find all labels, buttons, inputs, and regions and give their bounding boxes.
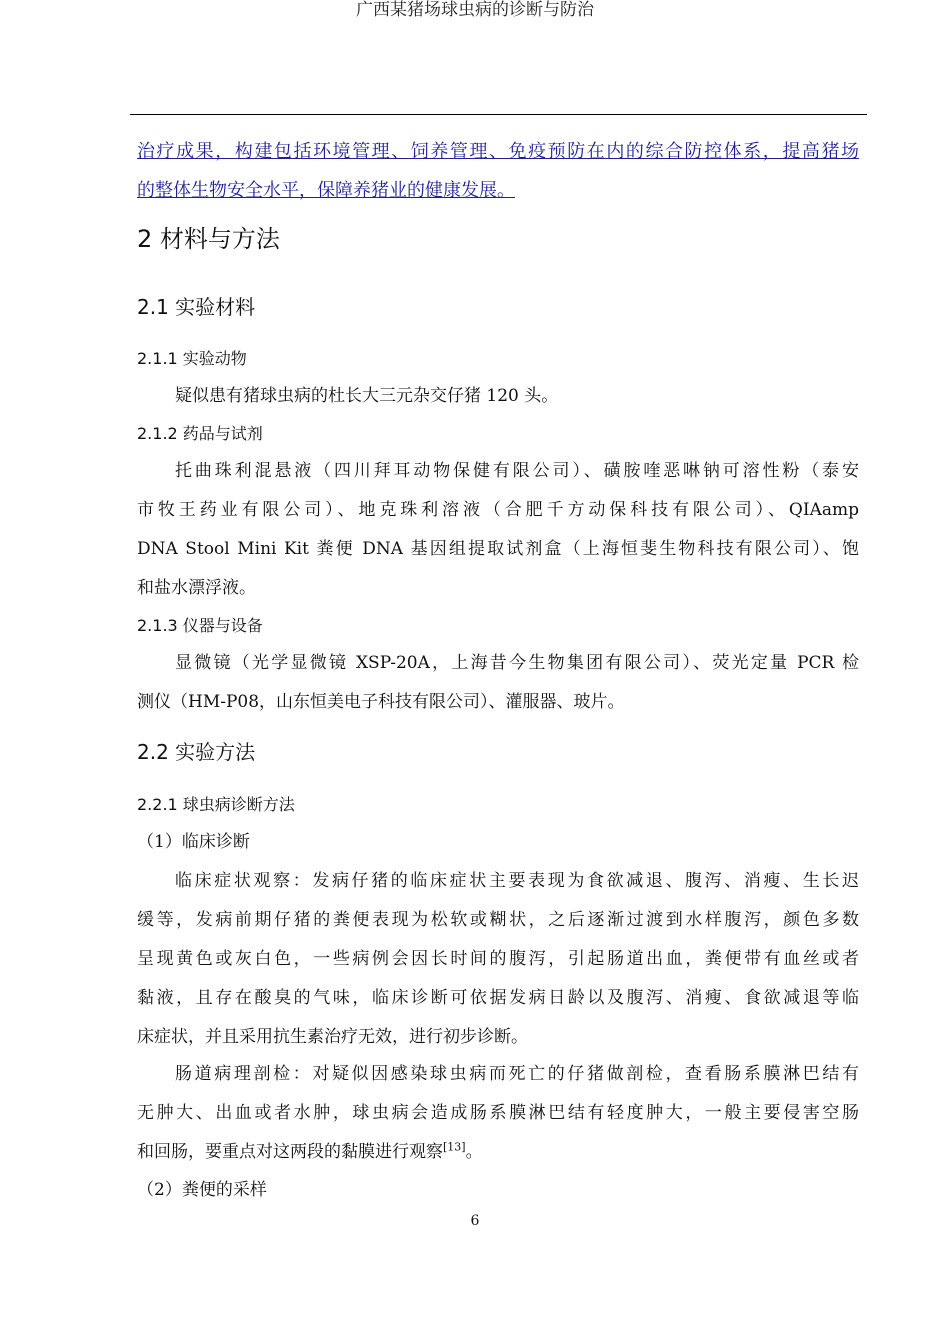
- subsection-heading-2-1: 2.1 实验材料: [137, 295, 256, 319]
- clinical-para-line-4: 黏液，且存在酸臭的气味，临床诊断可依据发病日龄以及腹泻、消瘦、食欲减退等临: [137, 988, 859, 1008]
- running-header: 广西某猪场球虫病的诊断与防治: [356, 0, 594, 20]
- autopsy-para-line-3: [137, 1140, 483, 1164]
- autopsy-para-end: 。: [465, 1142, 483, 1162]
- clinical-para-line-5: 床症状，并且采用抗生素治疗无效，进行初步诊断。: [137, 1027, 528, 1047]
- intro-link-line-2[interactable]: 的整体生物安全水平，保障养猪业的健康发展。: [137, 180, 515, 201]
- subsubsection-heading-2-1-2: 2.1.2 药品与试剂: [137, 424, 263, 443]
- autopsy-para-line-3-text: 和回肠，要重点对这两段的黏膜进行观察: [137, 1142, 443, 1162]
- paragraph-animals: 疑似患有猪球虫病的杜长大三元杂交仔猪 120 头。: [175, 386, 559, 406]
- citation-ref[interactable]: [13]: [443, 1140, 466, 1154]
- reagents-line-2: 市牧王药业有限公司）、地克珠利溶液（合肥千方动保科技有限公司）、QIAamp: [137, 500, 859, 520]
- autopsy-para-line-1: 肠道病理剖检：对疑似因感染球虫病而死亡的仔猪做剖检，查看肠系膜淋巴结有: [175, 1064, 859, 1084]
- autopsy-para-line-2: 无肿大、出血或者水肿，球虫病会造成肠系膜淋巴结有轻度肿大，一般主要侵害空肠: [137, 1103, 859, 1123]
- reagents-line-1: 托曲珠利混悬液（四川拜耳动物保健有限公司）、磺胺喹恶啉钠可溶性粉（泰安: [175, 461, 859, 481]
- clinical-para-line-1: 临床症状观察：发病仔猪的临床症状主要表现为食欲减退、腹泻、消瘦、生长迟: [175, 871, 859, 891]
- equipment-line-2: 测仪（HM-P08，山东恒美电子科技有限公司）、灌服器、玻片。: [137, 692, 625, 712]
- subsubsection-heading-2-1-1: 2.1.1 实验动物: [137, 349, 247, 368]
- list-item-clinical-diagnosis: （1）临床诊断: [137, 832, 250, 852]
- clinical-para-line-3: 呈现黄色或灰白色，一些病例会因长时间的腹泻，引起肠道出血，粪便带有血丝或者: [137, 949, 859, 969]
- reagents-line-3: DNA Stool Mini Kit 粪便 DNA 基因组提取试剂盒（上海恒斐生物科技有限公司）、饱: [137, 539, 859, 559]
- subsubsection-heading-2-1-3: 2.1.3 仪器与设备: [137, 616, 263, 635]
- clinical-para-line-2: 缓等，发病前期仔猪的粪便表现为松软或糊状，之后逐渐过渡到水样腹泻，颜色多数: [137, 910, 859, 930]
- list-item-fecal-sampling: （2）粪便的采样: [137, 1180, 267, 1200]
- intro-link-line-1[interactable]: 治疗成果，构建包括环境管理、饲养管理、免疫预防在内的综合防控体系，提高猪场: [137, 141, 859, 162]
- header-divider: [130, 114, 867, 115]
- equipment-line-1: 显微镜（光学显微镜 XSP-20A，上海昔今生物集团有限公司）、荧光定量 PCR 检: [175, 653, 859, 673]
- subsection-heading-2-2: 2.2 实验方法: [137, 740, 256, 764]
- page-number: 6: [470, 1213, 480, 1229]
- section-heading: 2 材料与方法: [137, 225, 280, 253]
- reagents-line-4: 和盐水漂浮液。: [137, 578, 256, 598]
- subsubsection-heading-2-2-1: 2.2.1 球虫病诊断方法: [137, 795, 295, 814]
